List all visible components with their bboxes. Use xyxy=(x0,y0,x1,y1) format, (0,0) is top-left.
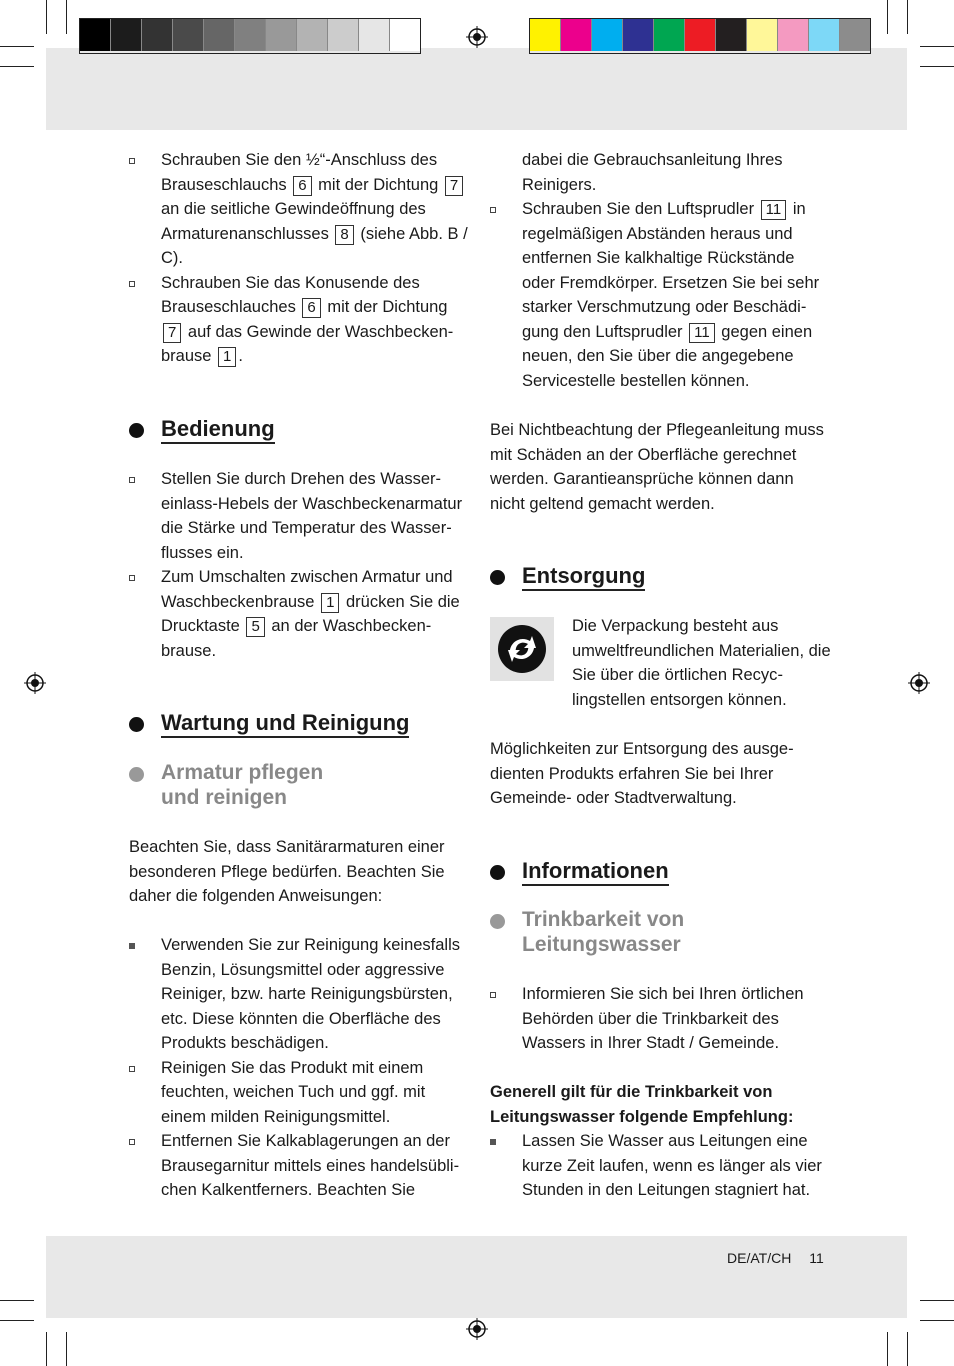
color-swatch xyxy=(840,19,870,51)
list-item: Schrauben Sie das Konusende des Brauseschlauches 6 mit der Dichtung 7 auf das Gewinde der Waschbeckenbrause 1 . xyxy=(129,271,469,369)
pflegen-steps xyxy=(129,933,469,1203)
color-swatch xyxy=(716,19,747,51)
registration-mark-icon xyxy=(466,26,488,48)
section-title-informationen: Informationen xyxy=(490,858,669,884)
crop-mark xyxy=(920,46,954,47)
registration-mark-icon xyxy=(908,672,930,694)
crop-mark xyxy=(46,0,47,34)
color-swatch xyxy=(204,19,235,51)
list-item: Entfernen Sie Kalkablagerungen an der Brausegarnitur mittels eines handelsüblichen Kalkentferners. Beachten Sie xyxy=(129,1129,469,1203)
entsorgung-text: Möglichkeiten zur Entsorgung des ausgedienten Produkts erfahren Sie bei Ihrer Gemeinde- oder Stadtverwaltung. xyxy=(490,740,794,807)
crop-mark xyxy=(887,0,888,34)
verpackung-text: Die Verpackung besteht aus umweltfreundlichen Materialien, die Sie über die örtlichen Recyclingstellen entsorgen können. xyxy=(572,617,831,709)
right-cont: dabei die Gebrauchsanleitung Ihres Reinigers. Schrauben Sie den Luftsprudler 11 in regelmäßigen Abständen heraus und entfernen Sie kalkhaltige Rückstände oder Fremdkörper. Ersetzen Sie bei sehr starker Verschmutzung oder Beschädigung den Luftsprudler 11 gegen einen neuen, den Sie über die angegebene Servicestelle bestellen können. xyxy=(490,148,830,393)
color-swatch xyxy=(142,19,173,51)
reference-number: 8 xyxy=(335,225,353,245)
list-item: Informieren Sie sich bei Ihren örtlichen Behörden über die Trinkbarkeit des Wassers in Ihrer Stadt / Gemeinde. xyxy=(490,982,830,1056)
gray-color-bar xyxy=(79,18,421,54)
page-footer xyxy=(727,1250,824,1266)
reference-number: 5 xyxy=(246,617,264,637)
crop-mark xyxy=(66,1332,67,1366)
crop-mark xyxy=(0,46,34,47)
section-title-bedienung: Bedienung xyxy=(129,416,275,442)
footer-band xyxy=(46,1236,907,1318)
color-swatch xyxy=(390,19,420,51)
crop-mark xyxy=(907,1332,908,1366)
green-dot-recycling-icon xyxy=(490,617,554,681)
crop-mark xyxy=(46,1332,47,1366)
empfehlung-heading: Generell gilt für die Trinkbarkeit von Leitungswasser folgende Empfehlung: xyxy=(490,1083,794,1126)
crop-mark xyxy=(887,1332,888,1366)
registration-mark-icon xyxy=(466,1318,488,1340)
registration-mark-icon xyxy=(24,672,46,694)
list-item: Zum Umschalten zwischen Armatur und Waschbeckenbrause 1 drücken Sie die Drucktaste 5 an der Waschbeckenbrause. xyxy=(129,565,469,663)
list-item: Schrauben Sie den ½“-Anschluss des Brauseschlauchs 6 mit der Dichtung 7 an die seitliche Gewindeöffnung des Armaturenanschlusses 8 (siehe Abb. B / C). xyxy=(129,148,469,271)
color-swatch xyxy=(297,19,328,51)
empfehlung xyxy=(490,1080,830,1203)
language-code: DE/AT/CH xyxy=(727,1250,792,1266)
crop-mark xyxy=(0,1300,34,1301)
reference-number: 1 xyxy=(218,347,236,367)
color-swatch xyxy=(623,19,654,51)
pflegen-intro: Beachten Sie, dass Sanitärarmaturen einer besonderen Pflege bedürfen. Beachten Sie daher die folgenden Anweisungen: xyxy=(129,838,445,905)
section-title-wartung: Wartung und Reinigung xyxy=(129,710,409,736)
list-item: Reinigen Sie das Produkt mit einem feuchten, weichen Tuch und ggf. mit einem milden Reinigungsmittel. xyxy=(129,1056,469,1130)
install-steps xyxy=(129,148,469,369)
color-swatch xyxy=(80,19,111,51)
color-swatch xyxy=(530,19,561,51)
color-swatch xyxy=(111,19,142,51)
color-swatch xyxy=(266,19,297,51)
list-item: Lassen Sie Wasser aus Leitungen eine kurze Zeit laufen, wenn es länger als vier Stunden in den Leitungen stagniert hat. xyxy=(490,1129,830,1203)
reference-number: 6 xyxy=(302,298,320,318)
page-number: 11 xyxy=(809,1250,824,1266)
subsection-title-pflegen: Armatur pflegen und reinigen xyxy=(129,760,323,810)
reference-number: 11 xyxy=(689,323,715,343)
color-swatch xyxy=(592,19,623,51)
crop-mark xyxy=(0,66,34,67)
list-item: Schrauben Sie den Luftsprudler 11 in regelmäßigen Abständen heraus und entfernen Sie kalkhaltige Rückstände oder Fremdkörper. Ersetzen Sie bei sehr starker Verschmutzung oder Beschädigung den Luftsprudler 11 gegen einen neuen, den Sie über die angegebene Servicestelle bestellen können. xyxy=(490,197,830,393)
subsection-title-trinkbarkeit: Trinkbarkeit von Leitungswasser xyxy=(490,907,684,957)
section-title-entsorgung: Entsorgung xyxy=(490,563,645,589)
header-band xyxy=(46,48,907,130)
list-item: Stellen Sie durch Drehen des Wassereinlass-Hebels der Waschbeckenarmatur die Stärke und Temperatur des Wasserflusses ein. xyxy=(129,467,469,565)
pflege-note: Bei Nichtbeachtung der Pflegeanleitung muss mit Schäden an der Oberfläche gerechnet werden. Garantieansprüche können dann nicht geltend gemacht werden. xyxy=(490,421,824,513)
process-color-bar xyxy=(529,18,871,54)
color-swatch xyxy=(654,19,685,51)
crop-mark xyxy=(920,1320,954,1321)
color-swatch xyxy=(747,19,778,51)
crop-mark xyxy=(66,0,67,34)
color-swatch xyxy=(173,19,204,51)
color-swatch xyxy=(235,19,266,51)
reference-number: 1 xyxy=(321,593,339,613)
color-swatch xyxy=(685,19,716,51)
reference-number: 7 xyxy=(445,176,463,196)
crop-mark xyxy=(920,66,954,67)
warning-item: Verwenden Sie zur Reinigung keinesfalls Benzin, Lösungsmittel oder aggressive Reiniger, bzw. harte Reinigungsbürsten, etc. Diese könnten die Oberfläche des Produkts beschädigen. xyxy=(129,933,469,1056)
color-swatch xyxy=(778,19,809,51)
crop-mark xyxy=(907,0,908,34)
reference-number: 7 xyxy=(163,323,181,343)
color-swatch xyxy=(328,19,359,51)
bedienung-steps xyxy=(129,467,469,663)
reference-number: 11 xyxy=(761,200,787,220)
color-swatch xyxy=(809,19,840,51)
crop-mark xyxy=(920,1300,954,1301)
crop-mark xyxy=(0,1320,34,1321)
color-swatch xyxy=(561,19,592,51)
reference-number: 6 xyxy=(293,176,311,196)
color-swatch xyxy=(359,19,390,51)
trink-steps xyxy=(490,982,830,1056)
